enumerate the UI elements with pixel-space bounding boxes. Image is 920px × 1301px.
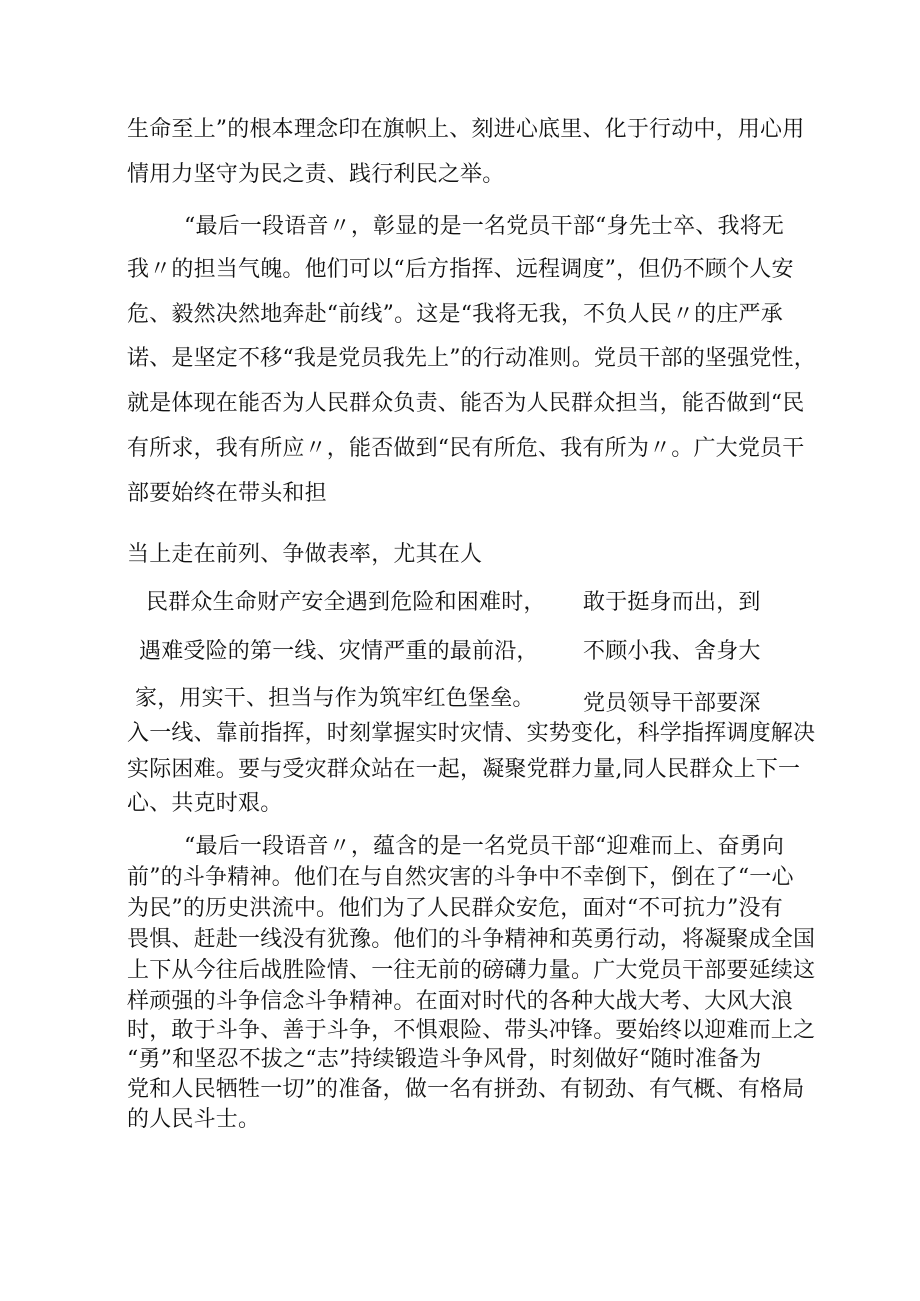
paragraph-4-line-2: 前”的斗争精神。他们在与自然灾害的斗争中不幸倒下，倒在了“一心	[127, 865, 794, 890]
paragraph-4-line-10: 的人民斗士。	[127, 1107, 261, 1132]
paragraph-3-line-2: 入一线、靠前指挥，时刻掌握实时灾情、实势变化，科学指挥调度解决	[127, 721, 816, 746]
paragraph-2-line-5: 就是体现在能否为人民群众负责、能否为人民群众担当，能否做到“民	[127, 391, 805, 416]
paragraph-4-line-5: 上下从今往后战胜险情、一往无前的磅礴力量。广大党员干部要延续这	[127, 958, 816, 983]
paragraph-3-right-column-line-3: 党员领导干部要深	[583, 691, 761, 716]
paragraph-2-line-3: 危、毅然决然地奔赴“前线”。这是“我将无我，不负人民〃的庄严承	[127, 302, 783, 327]
paragraph-3-right-column-line-1: 敢于挺身而出，到	[583, 590, 761, 615]
paragraph-2-line-4: 诺、是坚定不移“我是党员我先上”的行动准则。党员干部的坚强党性，	[127, 346, 816, 371]
paragraph-2-line-1: “最后一段语音〃，彰显的是一名党员干部“身先士卒、我将无	[184, 214, 785, 239]
paragraph-3-right-column-line-2: 不顾小我、舍身大	[583, 639, 761, 664]
paragraph-3-line-3: 实际困难。要与受灾群众站在一起，凝聚党群力量,同人民群众上下一	[127, 757, 801, 782]
paragraph-1-line-2: 情用力坚守为民之责、践行利民之举。	[127, 162, 505, 187]
paragraph-3-line-1: 当上走在前列、争做表率，尤其在人	[127, 542, 483, 567]
paragraph-4-line-1: “最后一段语音〃，蕴含的是一名党员干部“迎难而上、奋勇向	[184, 834, 785, 859]
paragraph-3-left-column-line-3: 家，用实干、担当与作为筑牢红色堡垒。	[135, 686, 535, 711]
paragraph-4-line-8: “勇”和坚忍不拔之“志”持续锻造斗争风骨，时刻做好“随时准备为	[127, 1047, 762, 1072]
paragraph-3-left-column-line-2: 遇难受险的第一线、灾情严重的最前沿，	[139, 639, 539, 664]
paragraph-2-line-2: 我〃的担当气魄。他们可以“后方指挥、远程调度”，但仍不顾个人安	[127, 257, 794, 282]
paragraph-4-line-9: 党和人民牺牲一切”的准备，做一名有拼劲、有韧劲、有气概、有格局	[127, 1077, 805, 1102]
paragraph-4-line-3: 为民”的历史洪流中。他们为了人民群众安危，面对“不可抗力”没有	[127, 896, 783, 921]
paragraph-4-line-4: 畏惧、赶赴一线没有犹豫。他们的斗争精神和英勇行动，将凝聚成全国	[127, 927, 816, 952]
paragraph-1-line-1: 生命至上”的根本理念印在旗帜上、刻进心底里、化于行动中，用心用	[127, 117, 805, 142]
paragraph-2-line-7: 部要始终在带头和担	[127, 481, 327, 506]
paragraph-4-line-6: 样顽强的斗争信念斗争精神。在面对时代的各种大战大考、大风大浪	[127, 989, 794, 1014]
paragraph-2-line-6: 有所求，我有所应〃，能否做到“民有所危、我有所为〃。广大党员干	[127, 436, 805, 461]
paragraph-3-left-column-line-1: 民群众生命财产安全遇到危险和困难时，	[146, 590, 546, 615]
paragraph-4-line-7: 时，敢于斗争、善于斗争，不惧艰险、带头冲锋。要始终以迎难而上之	[127, 1018, 816, 1043]
paragraph-3-line-4: 心、共克时艰。	[127, 791, 283, 816]
